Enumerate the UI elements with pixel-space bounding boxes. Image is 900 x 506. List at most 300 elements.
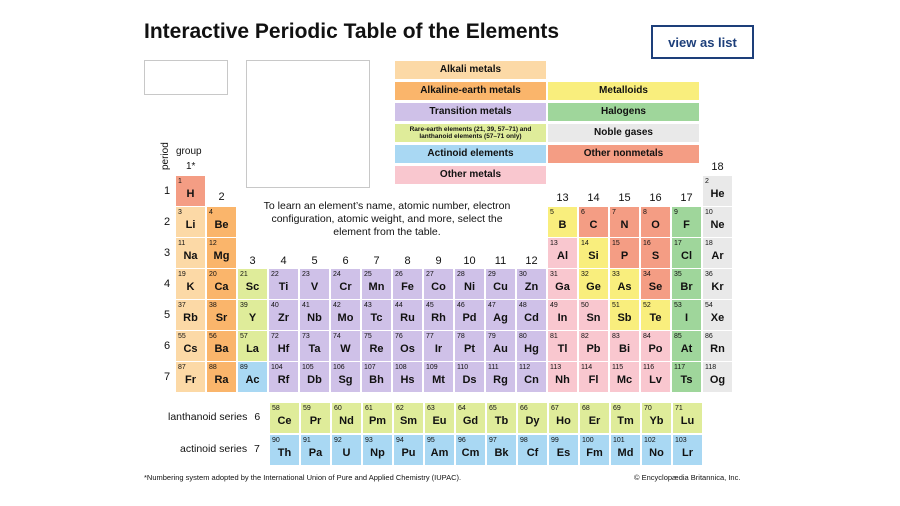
- atomic-number: 71: [675, 405, 683, 412]
- element-cell[interactable]: [703, 207, 732, 237]
- element-cell[interactable]: [394, 435, 423, 465]
- element-cell[interactable]: [517, 362, 546, 392]
- element-cell[interactable]: [300, 300, 329, 330]
- element-symbol: Cm: [461, 447, 480, 459]
- element-cell[interactable]: [331, 331, 360, 361]
- element-cell[interactable]: [641, 238, 670, 268]
- element-cell[interactable]: [611, 435, 640, 465]
- atomic-number: 40: [271, 302, 279, 309]
- group-label: group: [176, 146, 202, 157]
- element-symbol: Ho: [556, 415, 571, 427]
- group-number: 16: [649, 192, 662, 204]
- element-cell[interactable]: [486, 331, 515, 361]
- element-symbol: I: [684, 312, 689, 324]
- element-cell[interactable]: [456, 435, 485, 465]
- element-cell[interactable]: [703, 362, 732, 392]
- atomic-number: 93: [365, 437, 373, 444]
- element-symbol: Ni: [464, 281, 475, 293]
- element-symbol: Mg: [213, 250, 230, 262]
- atomic-number: 34: [643, 271, 651, 278]
- element-cell[interactable]: [673, 435, 702, 465]
- atomic-number: 32: [581, 271, 589, 278]
- atomic-number: 76: [395, 333, 403, 340]
- element-cell[interactable]: [455, 331, 484, 361]
- element-cell[interactable]: [549, 403, 578, 433]
- atomic-number: 101: [613, 437, 625, 444]
- atomic-number: 75: [364, 333, 372, 340]
- atomic-number: 92: [334, 437, 342, 444]
- atomic-number: 20: [209, 271, 217, 278]
- element-cell[interactable]: [703, 238, 732, 268]
- element-cell[interactable]: [176, 362, 205, 392]
- element-cell[interactable]: [487, 403, 516, 433]
- legend-nonmetals[interactable]: Other nonmetals: [548, 145, 699, 163]
- element-symbol: Bh: [369, 374, 384, 386]
- element-symbol: Sb: [617, 312, 632, 324]
- element-symbol: Ar: [711, 250, 724, 262]
- element-cell[interactable]: [424, 269, 453, 299]
- element-cell[interactable]: [703, 269, 732, 299]
- element-symbol: Na: [183, 250, 198, 262]
- element-cell[interactable]: [331, 300, 360, 330]
- atomic-number: 105: [302, 364, 314, 371]
- element-symbol: Hf: [277, 343, 290, 355]
- element-cell[interactable]: [363, 435, 392, 465]
- element-cell[interactable]: [610, 362, 639, 392]
- group-number: 5: [311, 255, 318, 267]
- element-cell[interactable]: [393, 331, 422, 361]
- element-cell[interactable]: [207, 362, 236, 392]
- element-cell[interactable]: [425, 403, 454, 433]
- element-cell[interactable]: [548, 331, 577, 361]
- element-cell[interactable]: [176, 300, 205, 330]
- atomic-number: 67: [551, 405, 559, 412]
- element-cell[interactable]: [549, 435, 578, 465]
- element-cell[interactable]: [207, 269, 236, 299]
- element-cell[interactable]: [641, 362, 670, 392]
- atomic-number: 64: [458, 405, 466, 412]
- atomic-number: 111: [488, 364, 499, 371]
- element-symbol: Rg: [493, 374, 508, 386]
- element-cell[interactable]: [610, 238, 639, 268]
- element-cell[interactable]: [331, 269, 360, 299]
- element-symbol: Ru: [400, 312, 415, 324]
- element-cell[interactable]: [238, 269, 267, 299]
- element-symbol: Pr: [309, 415, 322, 427]
- atomic-number: 29: [488, 271, 496, 278]
- element-cell[interactable]: [579, 331, 608, 361]
- element-cell[interactable]: [610, 300, 639, 330]
- element-cell[interactable]: [332, 435, 361, 465]
- element-cell[interactable]: [301, 403, 330, 433]
- atomic-number: 78: [457, 333, 465, 340]
- atomic-number: 13: [550, 240, 558, 247]
- element-cell[interactable]: [176, 207, 205, 237]
- element-cell[interactable]: [641, 331, 670, 361]
- atomic-number: 7: [612, 209, 616, 216]
- legend-halogens[interactable]: Halogens: [548, 103, 699, 121]
- atomic-number: 102: [644, 437, 656, 444]
- element-symbol: Ti: [278, 281, 289, 293]
- atomic-number: 106: [333, 364, 345, 371]
- element-symbol: Pt: [464, 343, 475, 355]
- element-symbol: K: [186, 281, 195, 293]
- element-cell[interactable]: [207, 207, 236, 237]
- view-as-list-button[interactable]: view as list: [651, 25, 754, 59]
- element-symbol: Ds: [462, 374, 477, 386]
- group-number: 9: [435, 255, 442, 267]
- element-cell[interactable]: [362, 331, 391, 361]
- element-cell[interactable]: [301, 435, 330, 465]
- element-cell[interactable]: [331, 362, 360, 392]
- element-cell[interactable]: [672, 362, 701, 392]
- atomic-number: 79: [488, 333, 496, 340]
- element-symbol: Tc: [370, 312, 383, 324]
- element-cell[interactable]: [363, 403, 392, 433]
- element-symbol: Sr: [215, 312, 228, 324]
- element-cell[interactable]: [517, 300, 546, 330]
- legend-alkaline[interactable]: Alkaline-earth metals: [395, 82, 546, 100]
- element-symbol: Cn: [524, 374, 539, 386]
- element-symbol: Er: [588, 415, 601, 427]
- element-cell[interactable]: [579, 269, 608, 299]
- element-cell[interactable]: [703, 300, 732, 330]
- atomic-number: 74: [333, 333, 341, 340]
- atomic-number: 108: [395, 364, 407, 371]
- element-symbol: B: [558, 219, 567, 231]
- element-symbol: Pb: [586, 343, 601, 355]
- element-symbol: Ga: [555, 281, 570, 293]
- atomic-number: 17: [674, 240, 682, 247]
- element-symbol: Dy: [525, 415, 540, 427]
- period-number: 4: [164, 278, 171, 290]
- atomic-number: 2: [705, 178, 709, 185]
- element-cell[interactable]: [238, 362, 267, 392]
- group-1-label: 1*: [186, 161, 196, 172]
- atomic-number: 48: [519, 302, 527, 309]
- atomic-number: 90: [272, 437, 280, 444]
- atomic-number: 49: [550, 302, 558, 309]
- element-symbol: V: [310, 281, 319, 293]
- element-symbol: Ac: [245, 374, 260, 386]
- atomic-number: 18: [705, 240, 713, 247]
- element-cell[interactable]: [362, 300, 391, 330]
- group-number: 12: [525, 255, 538, 267]
- element-cell[interactable]: [517, 269, 546, 299]
- element-cell[interactable]: [610, 331, 639, 361]
- period-number: 3: [164, 247, 171, 259]
- period-number: 1: [164, 185, 171, 197]
- element-cell[interactable]: [642, 403, 671, 433]
- atomic-number: 77: [426, 333, 434, 340]
- legend-other-metals[interactable]: Other metals: [395, 166, 546, 184]
- legend-metalloids[interactable]: Metalloids: [548, 82, 699, 100]
- element-cell[interactable]: [270, 435, 299, 465]
- element-cell[interactable]: [703, 331, 732, 361]
- atomic-number: 19: [178, 271, 186, 278]
- element-cell[interactable]: [393, 362, 422, 392]
- element-symbol: Np: [370, 447, 385, 459]
- legend-actinoid[interactable]: Actinoid elements: [395, 145, 546, 163]
- element-cell[interactable]: [486, 269, 515, 299]
- element-symbol: U: [342, 447, 351, 459]
- atomic-number: 98: [520, 437, 528, 444]
- element-cell[interactable]: [425, 435, 454, 465]
- element-cell[interactable]: [455, 300, 484, 330]
- element-cell[interactable]: [518, 435, 547, 465]
- group-number: 15: [618, 192, 631, 204]
- atomic-number: 50: [581, 302, 589, 309]
- atomic-number: 35: [674, 271, 682, 278]
- element-symbol: Tm: [617, 415, 634, 427]
- atomic-number: 73: [302, 333, 310, 340]
- element-cell[interactable]: [579, 300, 608, 330]
- element-cell[interactable]: [394, 403, 423, 433]
- element-cell[interactable]: [610, 269, 639, 299]
- atomic-number: 68: [582, 405, 590, 412]
- element-cell[interactable]: [176, 176, 205, 206]
- element-cell[interactable]: [486, 362, 515, 392]
- element-symbol: Cu: [493, 281, 508, 293]
- element-symbol: Mc: [616, 374, 633, 386]
- element-symbol: Cd: [524, 312, 539, 324]
- atomic-number: 1: [178, 178, 182, 185]
- element-cell[interactable]: [641, 300, 670, 330]
- element-cell[interactable]: [424, 331, 453, 361]
- element-cell[interactable]: [673, 403, 702, 433]
- copyright: © Encyclopædia Britannica, Inc.: [634, 473, 741, 482]
- atomic-number: 110: [457, 364, 469, 371]
- atomic-number: 36: [705, 271, 713, 278]
- atomic-number: 83: [612, 333, 620, 340]
- atomic-number: 44: [395, 302, 403, 309]
- element-cell[interactable]: [672, 207, 701, 237]
- instructions-text: To learn an element’s name, atomic number, electron configuration, atomic weight, and more, select the element from the table.: [263, 200, 511, 238]
- element-cell[interactable]: [641, 207, 670, 237]
- period-number: 2: [164, 216, 171, 228]
- atomic-number: 23: [302, 271, 310, 278]
- atomic-number: 104: [271, 364, 283, 371]
- element-cell[interactable]: [579, 362, 608, 392]
- element-symbol: Hg: [524, 343, 539, 355]
- element-symbol: Rn: [710, 343, 725, 355]
- legend-noble[interactable]: Noble gases: [548, 124, 699, 142]
- element-cell[interactable]: [238, 300, 267, 330]
- element-cell[interactable]: [548, 207, 577, 237]
- element-symbol: W: [340, 343, 351, 355]
- element-cell[interactable]: [548, 238, 577, 268]
- element-cell[interactable]: [269, 362, 298, 392]
- group-number: 7: [373, 255, 380, 267]
- actinoid-period-number: 7: [254, 443, 260, 455]
- element-cell[interactable]: [517, 331, 546, 361]
- element-symbol: Si: [588, 250, 599, 262]
- element-cell[interactable]: [579, 238, 608, 268]
- atomic-number: 96: [458, 437, 466, 444]
- footnote: *Numbering system adopted by the International Union of Pure and Applied Chemistry (IUPAC).: [144, 473, 462, 482]
- element-symbol: Tb: [494, 415, 509, 427]
- element-cell[interactable]: [393, 300, 422, 330]
- atomic-number: 118: [705, 364, 717, 371]
- element-cell[interactable]: [176, 269, 205, 299]
- group-number: 10: [463, 255, 476, 267]
- element-symbol: O: [651, 219, 660, 231]
- atomic-number: 95: [427, 437, 435, 444]
- legend-alkali[interactable]: Alkali metals: [395, 61, 546, 79]
- element-symbol: Be: [214, 219, 229, 231]
- element-cell[interactable]: [672, 269, 701, 299]
- atomic-number: 31: [550, 271, 558, 278]
- group-number: 17: [680, 192, 693, 204]
- atomic-number: 61: [365, 405, 373, 412]
- atomic-number: 14: [581, 240, 589, 247]
- atomic-number: 84: [643, 333, 651, 340]
- element-symbol: Rf: [277, 374, 290, 386]
- element-symbol: Bi: [619, 343, 630, 355]
- element-cell[interactable]: [300, 331, 329, 361]
- element-symbol: Zn: [524, 281, 539, 293]
- atomic-number: 43: [364, 302, 372, 309]
- element-symbol: Eu: [432, 415, 447, 427]
- element-cell[interactable]: [269, 300, 298, 330]
- element-cell[interactable]: [455, 269, 484, 299]
- element-cell[interactable]: [300, 362, 329, 392]
- element-cell[interactable]: [207, 300, 236, 330]
- element-cell[interactable]: [269, 331, 298, 361]
- atomic-number: 113: [550, 364, 562, 371]
- element-cell[interactable]: [642, 435, 671, 465]
- element-symbol: Fr: [185, 374, 196, 386]
- element-symbol: Zr: [278, 312, 289, 324]
- element-symbol: P: [620, 250, 629, 262]
- atomic-number: 52: [643, 302, 651, 309]
- atomic-number: 38: [209, 302, 217, 309]
- atomic-number: 115: [612, 364, 624, 371]
- element-symbol: Lu: [680, 415, 695, 427]
- page-title: Interactive Periodic Table of the Elements: [144, 20, 560, 43]
- group-number: 14: [587, 192, 600, 204]
- element-cell[interactable]: [362, 269, 391, 299]
- element-symbol: Se: [648, 281, 663, 293]
- element-cell[interactable]: [456, 403, 485, 433]
- atomic-number: 62: [396, 405, 404, 412]
- element-cell[interactable]: [518, 403, 547, 433]
- atomic-number: 82: [581, 333, 589, 340]
- element-cell[interactable]: [176, 331, 205, 361]
- element-cell[interactable]: [207, 238, 236, 268]
- element-symbol: Sn: [586, 312, 601, 324]
- atomic-number: 56: [209, 333, 217, 340]
- element-cell[interactable]: [610, 207, 639, 237]
- element-cell[interactable]: [548, 362, 577, 392]
- atomic-number: 5: [550, 209, 554, 216]
- element-cell[interactable]: [672, 238, 701, 268]
- element-cell[interactable]: [424, 300, 453, 330]
- element-cell[interactable]: [611, 403, 640, 433]
- element-symbol: C: [589, 219, 598, 231]
- element-cell[interactable]: [424, 362, 453, 392]
- element-symbol: Bk: [494, 447, 509, 459]
- element-cell[interactable]: [703, 176, 732, 206]
- element-cell[interactable]: [672, 331, 701, 361]
- element-symbol: F: [683, 219, 690, 231]
- atomic-number: 109: [426, 364, 438, 371]
- element-detail-box: [246, 60, 370, 188]
- element-cell[interactable]: [269, 269, 298, 299]
- atomic-number: 94: [396, 437, 404, 444]
- element-cell[interactable]: [207, 331, 236, 361]
- atomic-number: 28: [457, 271, 465, 278]
- element-symbol: Al: [557, 250, 568, 262]
- element-cell[interactable]: [486, 300, 515, 330]
- element-cell[interactable]: [487, 435, 516, 465]
- element-cell[interactable]: [580, 435, 609, 465]
- element-cell[interactable]: [455, 362, 484, 392]
- element-symbol: He: [710, 188, 725, 200]
- element-cell[interactable]: [548, 300, 577, 330]
- element-symbol: Rb: [183, 312, 198, 324]
- element-cell[interactable]: [393, 269, 422, 299]
- atomic-number: 116: [643, 364, 655, 371]
- atomic-number: 11: [178, 240, 186, 247]
- atomic-number: 107: [364, 364, 376, 371]
- element-symbol: Ir: [434, 343, 443, 355]
- element-symbol: N: [620, 219, 629, 231]
- atomic-number: 63: [427, 405, 435, 412]
- atomic-number: 65: [489, 405, 497, 412]
- atomic-number: 60: [334, 405, 342, 412]
- element-cell[interactable]: [580, 403, 609, 433]
- atomic-number: 4: [209, 209, 213, 216]
- atomic-number: 97: [489, 437, 497, 444]
- atomic-number: 46: [457, 302, 465, 309]
- legend-rare[interactable]: Rare-earth elements (21, 39, 57–71) and lanthanoid elements (57–71 only): [395, 124, 546, 142]
- element-symbol: Db: [307, 374, 322, 386]
- element-symbol: Sg: [338, 374, 353, 386]
- legend-transition[interactable]: Transition metals: [395, 103, 546, 121]
- actinoid-series-label: [180, 443, 260, 455]
- atomic-number: 54: [705, 302, 713, 309]
- period-label: period: [160, 142, 171, 170]
- element-symbol: At: [680, 343, 693, 355]
- group-number: 4: [280, 255, 287, 267]
- element-symbol: Pu: [401, 447, 416, 459]
- element-cell[interactable]: [300, 269, 329, 299]
- element-symbol: Ca: [214, 281, 229, 293]
- period-number: 5: [164, 309, 171, 321]
- element-symbol: La: [246, 343, 259, 355]
- element-cell[interactable]: [362, 362, 391, 392]
- element-cell[interactable]: [579, 207, 608, 237]
- element-cell[interactable]: [672, 300, 701, 330]
- element-cell[interactable]: [548, 269, 577, 299]
- element-cell[interactable]: [176, 238, 205, 268]
- element-symbol: In: [557, 312, 568, 324]
- lanthanoid-series-text: lanthanoid series: [168, 411, 248, 423]
- element-cell[interactable]: [238, 331, 267, 361]
- atomic-number: 87: [178, 364, 186, 371]
- element-symbol: Cs: [183, 343, 198, 355]
- element-cell[interactable]: [270, 403, 299, 433]
- atomic-number: 37: [178, 302, 186, 309]
- atomic-number: 6: [581, 209, 585, 216]
- element-symbol: Ba: [214, 343, 229, 355]
- atomic-number: 8: [643, 209, 647, 216]
- atomic-number: 39: [240, 302, 248, 309]
- element-symbol: Fm: [586, 447, 603, 459]
- element-cell[interactable]: [332, 403, 361, 433]
- element-cell[interactable]: [641, 269, 670, 299]
